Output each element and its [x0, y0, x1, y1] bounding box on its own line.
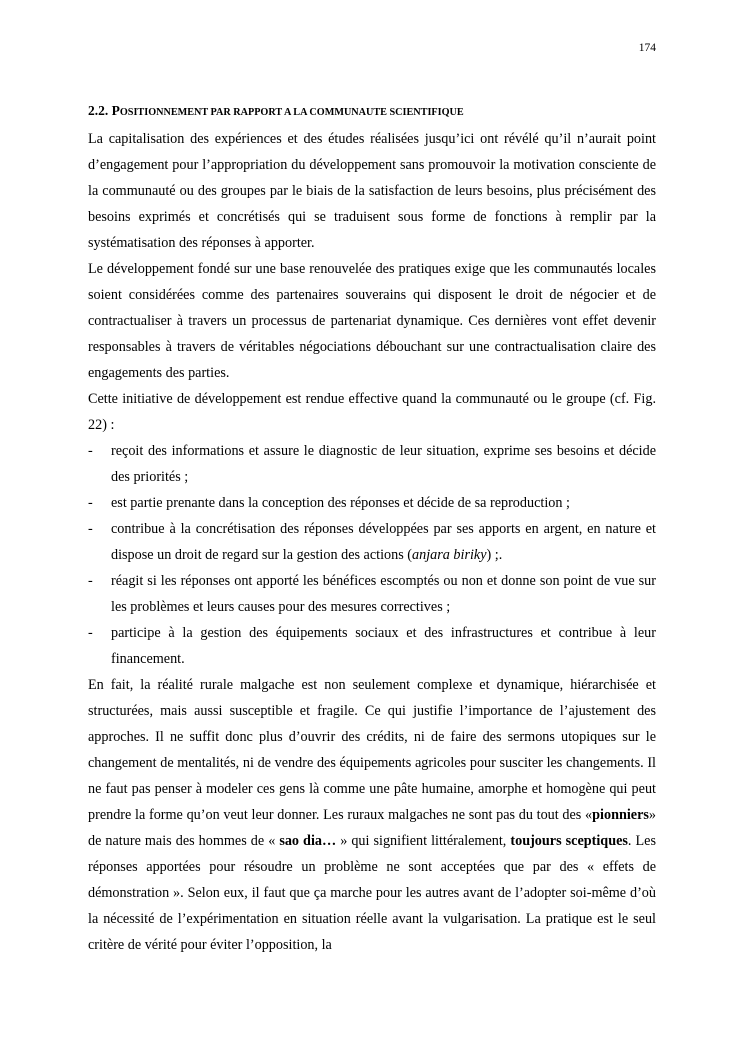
- paragraph-realite-rurale: [88, 672, 656, 958]
- list-dash: -: [88, 625, 93, 641]
- paragraph-text: » qui signifient littéralement,: [336, 833, 511, 849]
- paragraph-initiative: Cette initiative de développement est rendue effective quand la communauté ou le groupe (cf. Fig. 22) :: [88, 391, 656, 433]
- list-item: [88, 438, 656, 490]
- list-item-text: est partie prenante dans la conception des réponses et décide de sa reproduction ;: [111, 495, 570, 511]
- list-item-text: réagit si les réponses ont apporté les bénéfices escomptés ou non et donne son point de vue sur les problèmes et leurs causes pour des mesures correctives ;: [111, 573, 656, 615]
- section-title-initial: P: [111, 103, 120, 118]
- bold-term-toujours-sceptiques: toujours sceptiques: [510, 833, 628, 849]
- paragraph-developpement: Le développement fondé sur une base renouvelée des pratiques exige que les communautés locales soient considérées comme des partenaires souverains qui disposent le droit de négocier et de contractualiser à travers un processus de partenariat dynamique. Ces dernières vont effet devenir responsables à travers de véritables négociations débouchant sur une contractualisation claire des engagements des parties.: [88, 261, 656, 381]
- list-item: [88, 620, 656, 672]
- bold-term-sao-dia: sao dia…: [279, 833, 337, 849]
- paragraph-capitalisation: La capitalisation des expériences et des études réalisées jusqu’ici ont révélé qu’il n’aurait point d’engagement pour l’appropriation du développement sans promouvoir la motivation consciente de la communauté ou des groupes par le biais de la satisfaction de leurs besoins, plus précisément des besoins exprimés et concrétisés qui se traduisent sous forme de fonctions à remplir par la systématisation des réponses à apporter.: [88, 131, 656, 251]
- paragraph-text: » de nature mais des hommes de «: [88, 807, 656, 849]
- document-body: [88, 98, 656, 958]
- section-title-rest: OSITIONNEMENT PAR RAPPORT A LA COMMUNAUTE SCIENTIFIQUE: [119, 107, 464, 118]
- list-item: [88, 516, 656, 568]
- bold-term-pionniers: pionniers: [592, 807, 649, 823]
- list-dash: -: [88, 495, 93, 511]
- section-number: 2.2.: [88, 103, 109, 118]
- list-item-text: reçoit des informations et assure le diagnostic de leur situation, exprime ses besoins et décide des priorités ;: [111, 443, 656, 485]
- list-item-text-end: ) ;.: [486, 547, 503, 563]
- paragraph-text: En fait, la réalité rurale malgache est non seulement complexe et dynamique, hiérarchisée et structurées, mais aussi susceptible et fragile. Ce qui justifie l’importance de l’ajustement des approches. Il ne suffit donc plus d’ouvrir des crédits, ni de faire des sermons utopiques sur le changement de mentalités, ni de vendre des équipements agricoles pour susciter les changements. Il ne faut pas penser à modeler ces gens là comme une pâte humaine, amorphe et homogène qui peut prendre la forme qu’on veut leur donner. Les ruraux malgaches ne sont pas du tout des «: [88, 677, 656, 823]
- page-number: 174: [638, 42, 656, 54]
- section-heading: [88, 98, 656, 126]
- list-dash: -: [88, 443, 93, 459]
- list-item-italic-term: anjara biriky: [412, 547, 487, 563]
- conditions-list: [88, 438, 656, 672]
- list-dash: -: [88, 521, 93, 537]
- list-item: [88, 490, 656, 516]
- list-dash: -: [88, 573, 93, 589]
- list-item-text: contribue à la concrétisation des réponses développées par ses apports en argent, en nature et dispose un droit de regard sur la gestion des actions (: [111, 521, 656, 563]
- list-item: [88, 568, 656, 620]
- paragraph-text: . Les réponses apportées pour résoudre un problème ne sont acceptées que par des « effets de démonstration ». Selon eux, il faut que ça marche pour les autres avant de l’adopter soi-même d’où la nécessité de l’expérimentation en situation réelle avant la vulgarisation. La pratique est le seul critère de vérité pour éviter l’opposition, la: [88, 833, 656, 953]
- list-item-text: participe à la gestion des équipements sociaux et des infrastructures et contribue à leur financement.: [111, 625, 656, 667]
